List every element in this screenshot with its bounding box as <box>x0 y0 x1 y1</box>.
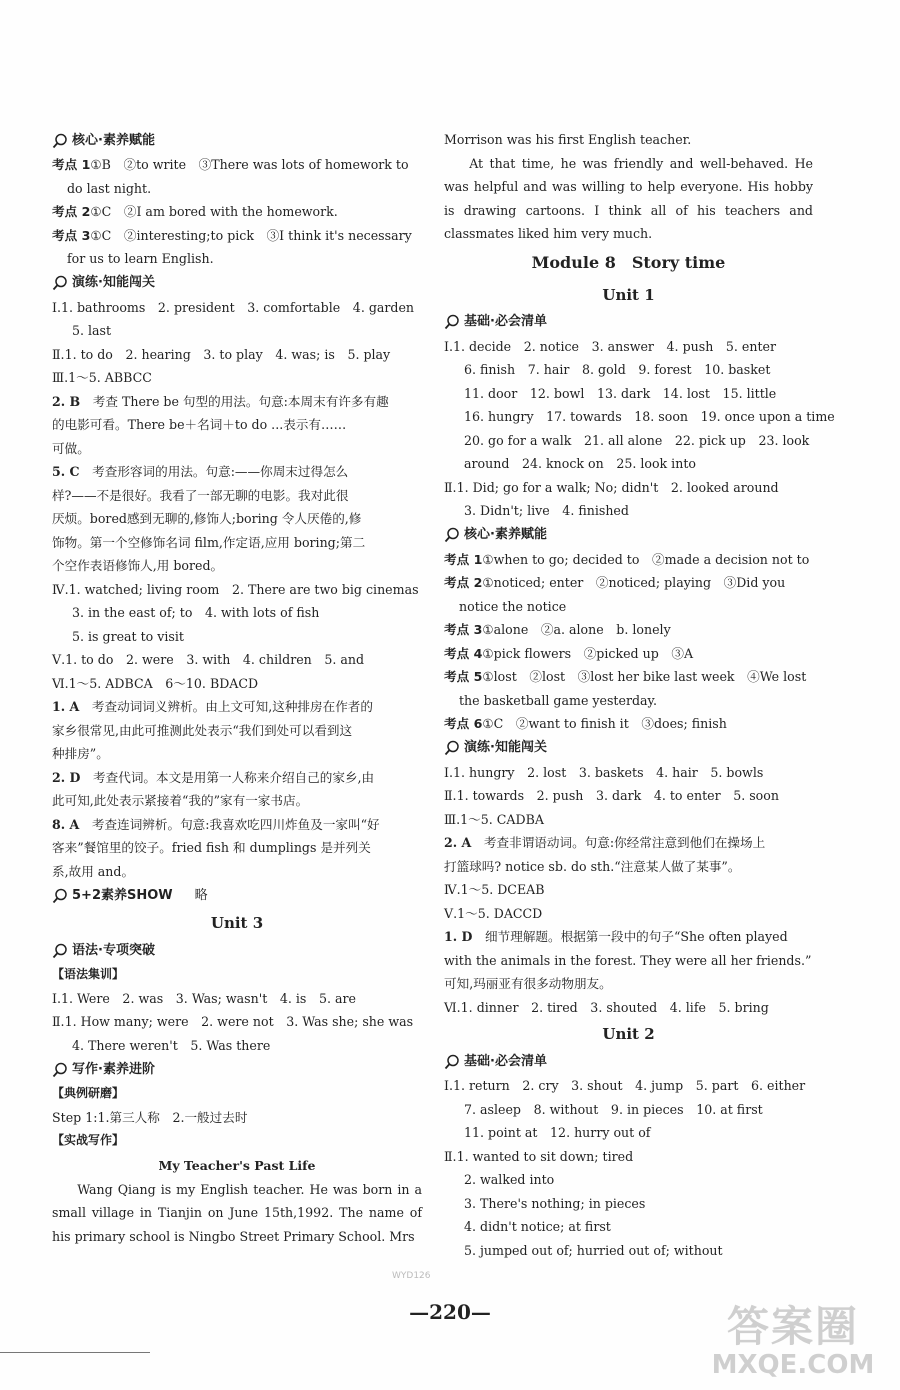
answer-line: 考点 4①pick flowers ②picked up ③A <box>444 645 694 661</box>
answer-line: 3. Didn't; live 4. finished <box>464 503 629 518</box>
answer-line: 11. door 12. bowl 13. dark 14. lost 15. little <box>464 385 777 401</box>
explanation-line: with the animals in the forest. They were all her friends.” <box>444 952 812 968</box>
page-number: —220— <box>409 1300 491 1324</box>
answer-line: for us to learn English. <box>67 251 214 266</box>
section-heading: 写作·素养进阶 <box>52 1057 422 1082</box>
answer-line: Ⅳ.1～5. DCEAB <box>444 882 545 897</box>
explanation-line: 此可知,此处表示紧接着“我的”家有一家书店。 <box>52 793 309 808</box>
right-column <box>444 128 835 1262</box>
section-heading: 核心·素养赋能 <box>444 523 813 548</box>
answer-line: 5. jumped out of; hurried out of; without <box>464 1242 723 1258</box>
explanation-line: 2. D 考查代词。本文是用第一人称来介绍自己的家乡,由 <box>52 769 375 785</box>
answer-line: the basketball game yesterday. <box>459 692 657 708</box>
answer-line: 11. point at 12. hurry out of <box>464 1125 651 1140</box>
answer-line: 3. in the east of; to 4. with lots of fish <box>72 605 320 620</box>
answer-line: Ⅲ.1～5. CADBA <box>444 811 544 827</box>
answer-line: Ⅴ.1～5. DACCD <box>444 905 543 921</box>
answer-line: Step 1:1.第三人称 2.一般过去时 <box>52 1109 248 1125</box>
module-heading: Module 8 Story time <box>531 252 726 272</box>
answer-line: Ⅰ.1. Were 2. was 3. Was; wasn't 4. is 5. are <box>52 990 356 1006</box>
answer-line: Ⅰ.1. return 2. cry 3. shout 4. jump 5. part 6. either <box>444 1078 806 1093</box>
answer-line: Ⅰ.1. hungry 2. lost 3. baskets 4. hair 5. bowls <box>444 764 764 780</box>
magnifier-icon <box>52 1062 68 1078</box>
subsection-label: 【语法集训】 <box>52 967 125 981</box>
answer-line: 20. go for a walk 21. all alone 22. pick up 23. look <box>464 432 810 448</box>
answer-line: Ⅱ.1. How many; were 2. were not 3. Was she; she was <box>52 1014 414 1029</box>
section-heading: 核心·素养赋能 <box>52 128 422 153</box>
answer-line: 考点 6①C ②want to finish it ③does; finish <box>444 716 727 731</box>
section-heading: 基础·必会清单 <box>444 1049 813 1074</box>
answer-line: 考点 2①noticed; enter ②noticed; playing ③Did you <box>444 575 786 590</box>
magnifier-icon <box>444 314 460 330</box>
answer-line: notice the notice <box>459 598 567 614</box>
watermark-url: MXQE.COM <box>711 1350 875 1380</box>
answer-line: do last night. <box>67 180 152 196</box>
answer-line: 6. finish 7. hair 8. gold 9. forest 10. basket <box>464 362 771 377</box>
answer-line: Ⅲ.1～5. ABBCC <box>52 370 152 385</box>
explanation-line: 8. A 考查连词辨析。句意:我喜欢吃四川炸鱼及一家叫“好 <box>52 816 380 832</box>
answer-line: 考点 1①when to go; decided to ②made a decision not to <box>444 551 810 567</box>
subsection-label: 【典例研磨】 <box>52 1086 125 1100</box>
answer-line: 考点 2①C ②I am bored with the homework. <box>52 204 338 219</box>
answer-line: 考点 1①B ②to write ③There was lots of homework to <box>52 157 409 172</box>
explanation-line: 5. C 考查形容词的用法。句意:——你周末过得怎么 <box>52 464 349 479</box>
unit-heading: Unit 3 <box>210 914 264 932</box>
section-heading: 5+2素养SHOW 略 <box>52 883 422 908</box>
answer-line: 5. is great to visit <box>72 628 184 644</box>
essay-title: My Teacher's Past Life <box>158 1157 316 1173</box>
explanation-line: 家乡很常见,由此可推测此处表示“我们到处可以看到这 <box>52 722 353 738</box>
section-heading: 演练·知能闯关 <box>52 271 422 296</box>
answer-line: Ⅵ.1～5. ADBCA 6～10. BDACD <box>52 675 259 691</box>
watermark-logo <box>698 1304 888 1384</box>
answer-line: Ⅴ.1. to do 2. were 3. with 4. children 5. and <box>52 652 365 667</box>
answer-line: 3. There's nothing; in pieces <box>464 1195 646 1211</box>
magnifier-icon <box>52 888 68 904</box>
magnifier-icon <box>444 740 460 756</box>
answer-line: 4. didn't notice; at first <box>464 1219 611 1234</box>
magnifier-icon <box>52 943 68 959</box>
answer-line: 考点 3①alone ②a. alone b. lonely <box>444 622 671 637</box>
explanation-line: 系,故用 and。 <box>52 863 135 879</box>
answer-line: 16. hungry 17. towards 18. soon 19. once upon a time <box>464 409 835 424</box>
scan-id: WYD126 <box>392 1271 431 1281</box>
watermark-text: 答案圈 <box>726 1302 859 1351</box>
explanation-line: 种排房”。 <box>52 746 109 761</box>
answer-line: 考点 3①C ②interesting;to pick ③I think it's necessary <box>52 227 412 243</box>
magnifier-icon <box>52 133 68 149</box>
answer-line: Ⅱ.1. wanted to sit down; tired <box>444 1148 634 1164</box>
answer-line: 5. last <box>72 323 112 338</box>
answer-line: Ⅰ.1. bathrooms 2. president 3. comfortable 4. garden <box>52 299 415 315</box>
answer-line: Ⅱ.1. towards 2. push 3. dark 4. to enter 5. soon <box>444 788 779 803</box>
answer-line: Ⅵ.1. dinner 2. tired 3. shouted 4. life 5. bring <box>444 999 769 1015</box>
unit-heading: Unit 1 <box>602 285 655 304</box>
explanation-line: 样?——不是很好。我看了一部无聊的电影。我对此很 <box>52 487 349 503</box>
section-heading: 基础·必会清单 <box>444 310 813 335</box>
explanation-line: 打篮球吗? notice sb. do sth.“注意某人做了某事”。 <box>444 858 741 874</box>
magnifier-icon <box>444 527 460 543</box>
answer-line: Ⅳ.1. watched; living room 2. There are two big cinemas <box>52 581 419 597</box>
unit-heading: Unit 2 <box>602 1025 655 1043</box>
answer-line: Ⅰ.1. decide 2. notice 3. answer 4. push 5. enter <box>444 338 777 354</box>
answer-line: around 24. knock on 25. look into <box>464 456 696 471</box>
explanation-line: 可做。 <box>52 440 90 456</box>
essay-paragraph: At that time, he was friendly and well-behaved. He was helpful and was willing to help everyone. His hobby is drawing cartoons. I think all of his teachers and classmates liked him very much. <box>444 155 813 241</box>
answer-line: 考点 5①lost ②lost ③lost her bike last week ④We lost <box>444 669 807 684</box>
explanation-line: 个空作表语修饰人,用 bored。 <box>52 558 224 573</box>
magnifier-icon <box>444 1054 460 1070</box>
explanation-line: 可知,玛丽亚有很多动物朋友。 <box>444 976 612 991</box>
explanation-line: 2. B 考查 There be 句型的用法。句意:本周末有许多有趣 <box>52 393 389 409</box>
section-heading: 演练·知能闯关 <box>444 736 813 761</box>
answer-line: Ⅱ.1. to do 2. hearing 3. to play 4. was; is 5. play <box>52 346 391 362</box>
answer-line: 7. asleep 8. without 9. in pieces 10. at first <box>464 1101 763 1117</box>
footer-rule <box>0 1352 150 1353</box>
subsection-label: 【实战写作】 <box>52 1133 125 1147</box>
essay-paragraph: Morrison was his first English teacher. <box>444 132 692 147</box>
explanation-line: 饰物。第一个空修饰名词 film,作定语,应用 boring;第二 <box>52 534 366 550</box>
section-heading: 语法·专项突破 <box>52 938 422 963</box>
explanation-line: 厌烦。bored感到无聊的,修饰人;boring 令人厌倦的,修 <box>52 511 362 526</box>
explanation-line: 客来”餐馆里的饺子。fried fish 和 dumplings 是并列关 <box>52 840 371 855</box>
explanation-line: 的电影可看。There be＋名词＋to do ...表示有…… <box>52 417 347 432</box>
left-column <box>52 128 422 1248</box>
explanation-line: 1. A 考查动词词义辨析。由上文可知,这种排房在作者的 <box>52 699 373 714</box>
answer-line: 2. walked into <box>464 1172 555 1187</box>
explanation-line: 1. D 细节理解题。根据第一段中的句子“She often played <box>444 929 788 944</box>
explanation-line: 2. A 考查非谓语动词。句意:你经常注意到他们在操场上 <box>444 835 766 850</box>
answer-line: Ⅱ.1. Did; go for a walk; No; didn't 2. looked around <box>444 479 779 495</box>
essay-paragraph: Wang Qiang is my English teacher. He was born in a small village in Tianjin on June 15th,1992. The name of his primary school is Ningbo Street Primary School. Mrs <box>52 1181 422 1244</box>
answer-line: 4. There weren't 5. Was there <box>72 1037 271 1053</box>
magnifier-icon <box>52 275 68 291</box>
